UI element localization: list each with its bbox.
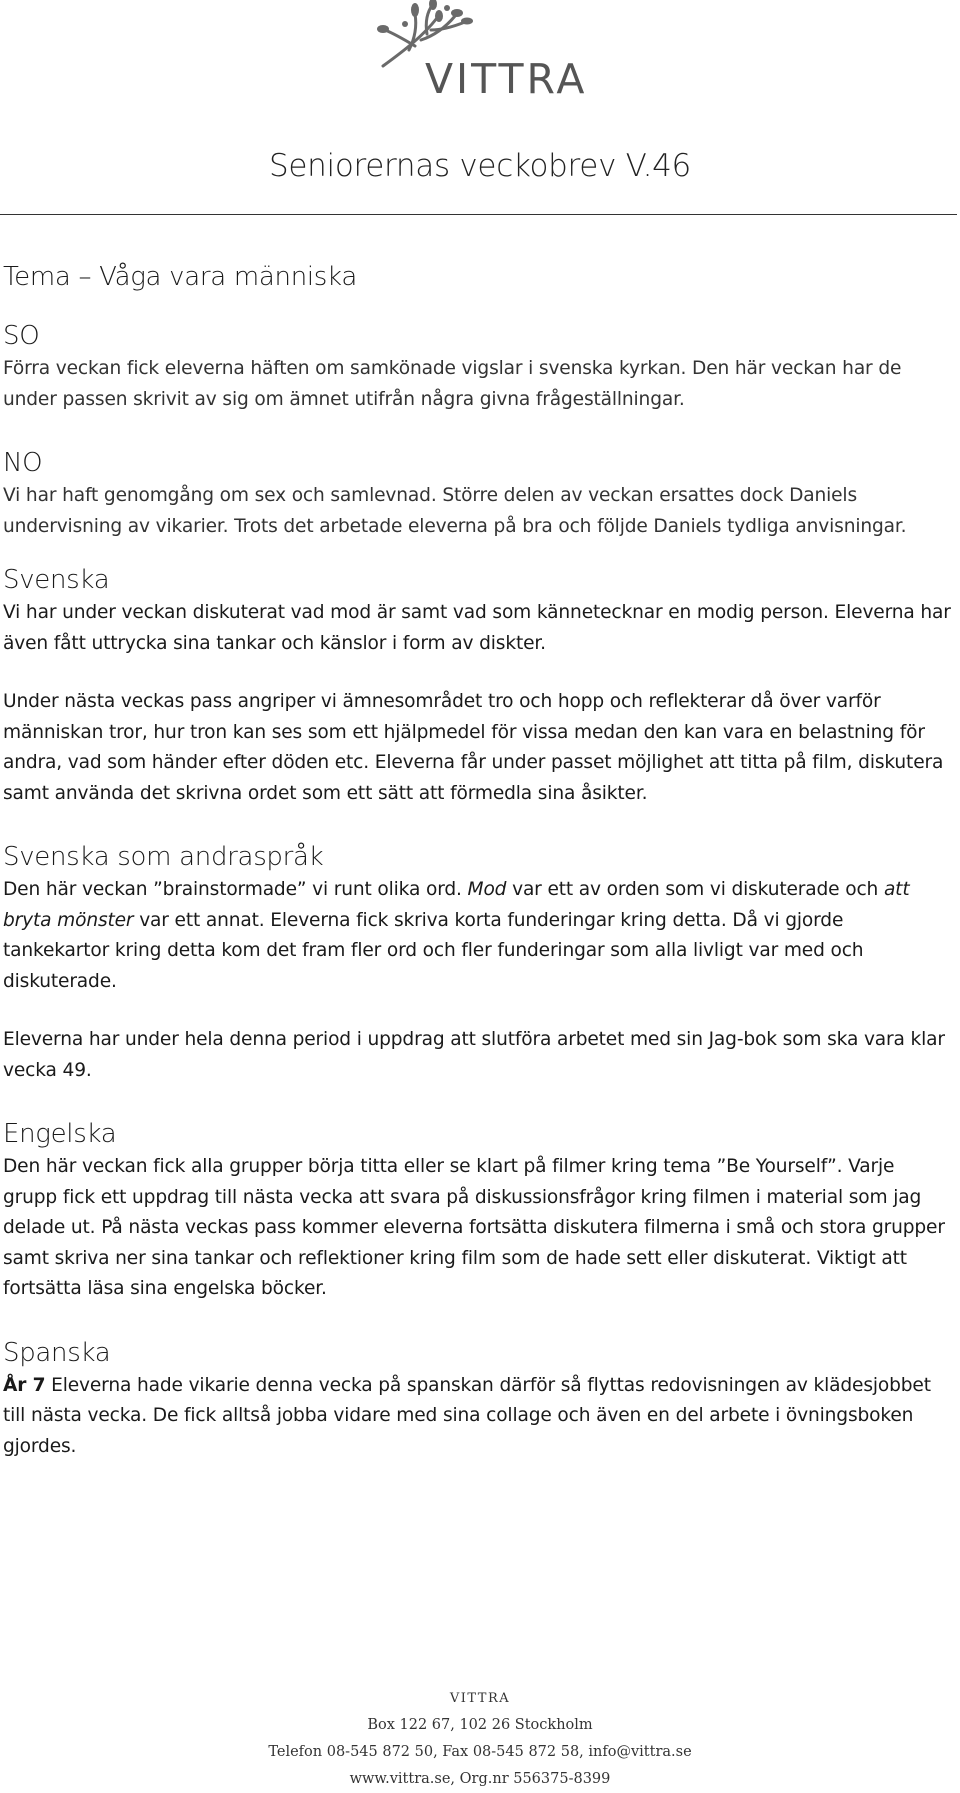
page-title: Seniorernas veckobrev V.46 (269, 148, 691, 184)
section-text: Förra veckan fick eleverna häften om samkönade vigslar i svenska kyrkan. Den här veckan har de under passen skrivit av sig om ämnet utifrån några givna frågeställningar. (3, 358, 902, 410)
vittra-logo (375, 0, 588, 110)
emphasis-text: Mod (467, 879, 507, 900)
text-run: Den här veckan ”brainstormade” vi runt olika ord. (3, 879, 468, 900)
section-text (3, 875, 953, 997)
grade-label: År 7 (3, 1374, 46, 1396)
section-text: Eleverna har under hela denna period i uppdrag att slutföra arbetet med sin Jag-bok som ska vara klar vecka 49. (3, 1029, 945, 1081)
section-no (3, 445, 953, 542)
emphasis-text: att bryta mönster (3, 879, 910, 931)
section-text: Vi har haft genomgång om sex och samlevnad. Större delen av veckan ersattes dock Daniels undervisning av vikarier. Trots det arbetade eleverna på bra och följde Daniels tydliga anvisningar. (3, 485, 907, 537)
section-heading: Svenska (3, 565, 110, 595)
text-run: var ett av orden som vi diskuterade och (506, 879, 884, 900)
section-heading: SO (3, 321, 40, 351)
letter-body (3, 262, 953, 1462)
text-run: var ett annat. Eleverna fick skriva korta funderingar kring detta. Då vi gjorde tankekartor kring detta kom det fram fler ord och fler funderingar som alla livligt var med och diskuterade. (3, 909, 864, 992)
footer-web: www.vittra.se, Org.nr 556375-8399 (349, 1771, 611, 1787)
section-sva (3, 839, 953, 1086)
section-heading: NO (3, 448, 43, 478)
footer-address: Box 122 67, 102 26 Stockholm (367, 1717, 593, 1733)
section-engelska (3, 1116, 953, 1305)
section-text: Den här veckan fick alla grupper börja titta eller se klart på filmer kring tema ”Be Yourself”. Varje grupp fick ett uppdrag till nästa vecka att svara på diskussionsfrågor kring filmen i material som jag delade ut. På nästa veckas pass kommer eleverna fortsätta diskutera filmerna i små och stora grupper samt skriva ner sina tankar och reflektioner kring film som de hade sett eller diskuterat. Viktigt att fortsätta läsa sina engelska böcker. (3, 1156, 945, 1299)
section-text: Vi har under veckan diskuterat vad mod är samt vad som kännetecknar en modig person. Eleverna har även fått uttrycka sina tankar och känslor i form av diskter. (3, 602, 951, 654)
section-heading: Spanska (3, 1337, 111, 1368)
footer-contact: Telefon 08-545 872 50, Fax 08-545 872 58, info@vittra.se (268, 1744, 692, 1760)
section-heading: Engelska (3, 1119, 117, 1149)
section-text: Under nästa veckas pass angriper vi ämnesområdet tro och hopp och reflekterar då över varför människan tror, hur tron kan ses som ett hjälpmedel för vissa medan den kan vara en belastning för andra, vad som händer efter döden etc. Eleverna får under passet möjlighet att titta på film, diskutera samt använda det skrivna ordet som ett sätt att förmedla sina åsikter. (3, 691, 944, 804)
section-so (3, 318, 953, 415)
section-heading: Svenska som andraspråk (3, 842, 324, 872)
section-svenska (3, 562, 953, 809)
section-spanska (3, 1335, 953, 1463)
logo-wordmark: VITTRA (425, 55, 588, 103)
section-text (3, 1371, 953, 1463)
footer-brand: VITTRA (449, 1691, 511, 1706)
header-divider (0, 214, 957, 215)
letter-header (0, 0, 960, 184)
theme-heading: Tema – Våga vara människa (3, 262, 357, 292)
text-run: Eleverna hade vikarie denna vecka på spanskan därför så flyttas redovisningen av klädesjobbet till nästa vecka. De fick alltså jobba vidare med sina collage och även en del arbete i övningsboken gjordes. (3, 1374, 931, 1457)
letter-footer (0, 1685, 960, 1793)
